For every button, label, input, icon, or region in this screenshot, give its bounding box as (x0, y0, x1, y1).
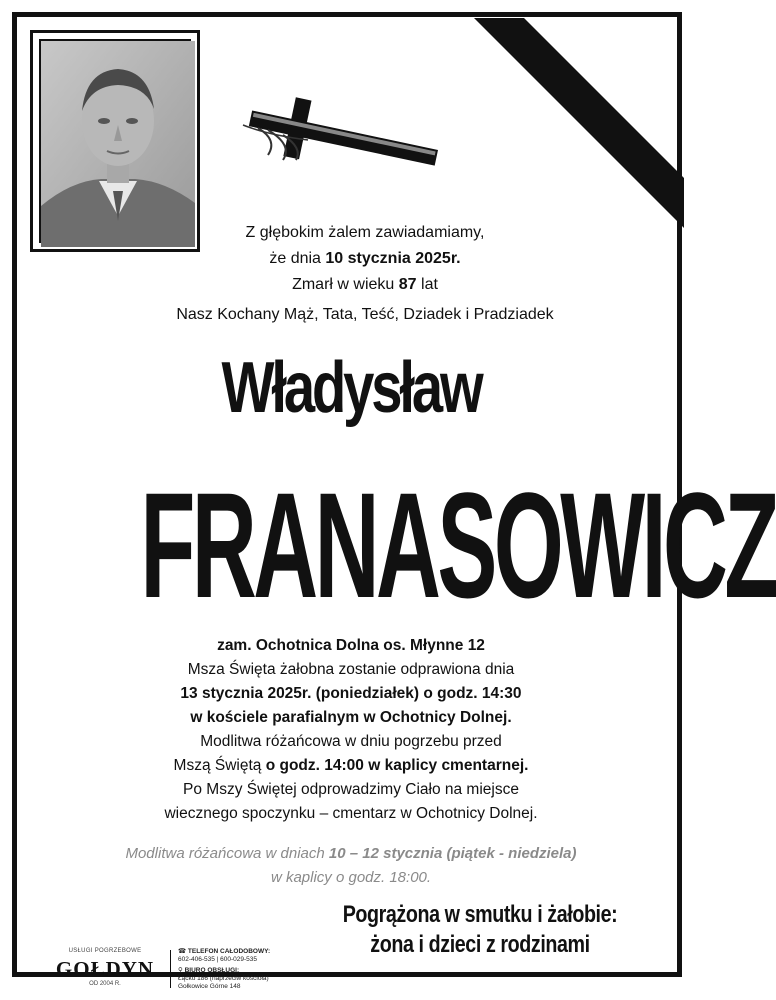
prayer-time: o godz. 14:00 w kaplicy cmentarnej. (265, 757, 529, 774)
mourners-line-1: Pogrążona w smutku i żałobie: (342, 901, 618, 928)
mass-location: w kościele parafialnym w Ochotnicy Dolnej. (190, 709, 512, 726)
contact-info (178, 948, 298, 991)
cross-icon (238, 100, 448, 180)
prayer-prefix: Mszą Świętą (173, 757, 266, 774)
logo-tagline: USŁUGI POGRZEBOWE (68, 948, 142, 954)
mass-date: 13 stycznia 2025r. (poniedziałek) o godz. 14:30 (180, 685, 522, 702)
rosary-dates: 10 – 12 stycznia (piątek - niedziela) (328, 845, 577, 862)
mourners-line-2: żona i dzieci z rodzinami (370, 931, 590, 958)
phone-label: TELEFON CAŁODOBOWY: (187, 948, 271, 955)
intro-line-4: Nasz Kochany Mąż, Tata, Teść, Dziadek i Pradziadek (176, 306, 554, 323)
phone-icon: ☎ (178, 948, 188, 955)
mass-line-1: Msza Święta żałobna zostanie odprawiona dnia (187, 661, 515, 678)
death-date: 10 stycznia 2025r. (325, 250, 461, 267)
office-address-2: Gołkowice Górne 148 (178, 983, 241, 990)
intro-line-3 (130, 272, 600, 298)
address: zam. Ochotnica Dolna os. Młynne 12 (217, 637, 485, 654)
portrait-image (39, 39, 191, 243)
office-address-1: Łącko 186 (naprzeciw kościoła) (178, 975, 269, 982)
prayer-line-2 (100, 754, 602, 778)
funeral-home-footer (30, 948, 300, 990)
funeral-details (100, 634, 602, 826)
age-suffix: lat (416, 276, 438, 293)
burial-line-1: Po Mszy Świętej odprowadzimy Ciało na miejsce (183, 781, 519, 798)
intro-date-prefix: że dnia (269, 250, 326, 267)
rosary-line-1 (60, 842, 642, 866)
prayer-line-1: Modlitwa różańcowa w dniu pogrzebu przed (200, 733, 502, 750)
rosary-info (60, 842, 642, 890)
location-pin-icon: ⚲ (178, 967, 185, 974)
intro-line-1: Z głębokim żalem zawiadamiamy, (245, 224, 485, 241)
first-name: Władysław (221, 348, 481, 428)
age-value: 87 (398, 276, 417, 293)
age-prefix: Zmarł w wieku (292, 276, 399, 293)
rosary-prefix: Modlitwa różańcowa w dniach (125, 845, 329, 862)
logo-since: OD 2004 R. (89, 981, 121, 987)
burial-line-2: wiecznego spoczynku – cmentarz w Ochotnicy Dolnej. (164, 805, 538, 822)
phone-numbers: 602-406-535 | 600-029-535 (178, 956, 258, 963)
rosary-line-2: w kaplicy o godz. 18:00. (270, 869, 432, 886)
portrait-photo (30, 30, 200, 252)
office-label: BIURO OBSŁUGI: (184, 967, 240, 974)
funeral-home-logo: GOŁDYN (55, 957, 155, 981)
footer-divider (170, 950, 171, 988)
last-name: FRANASOWICZ (140, 461, 776, 629)
intro-line-2 (130, 246, 600, 272)
mourners (332, 900, 627, 960)
